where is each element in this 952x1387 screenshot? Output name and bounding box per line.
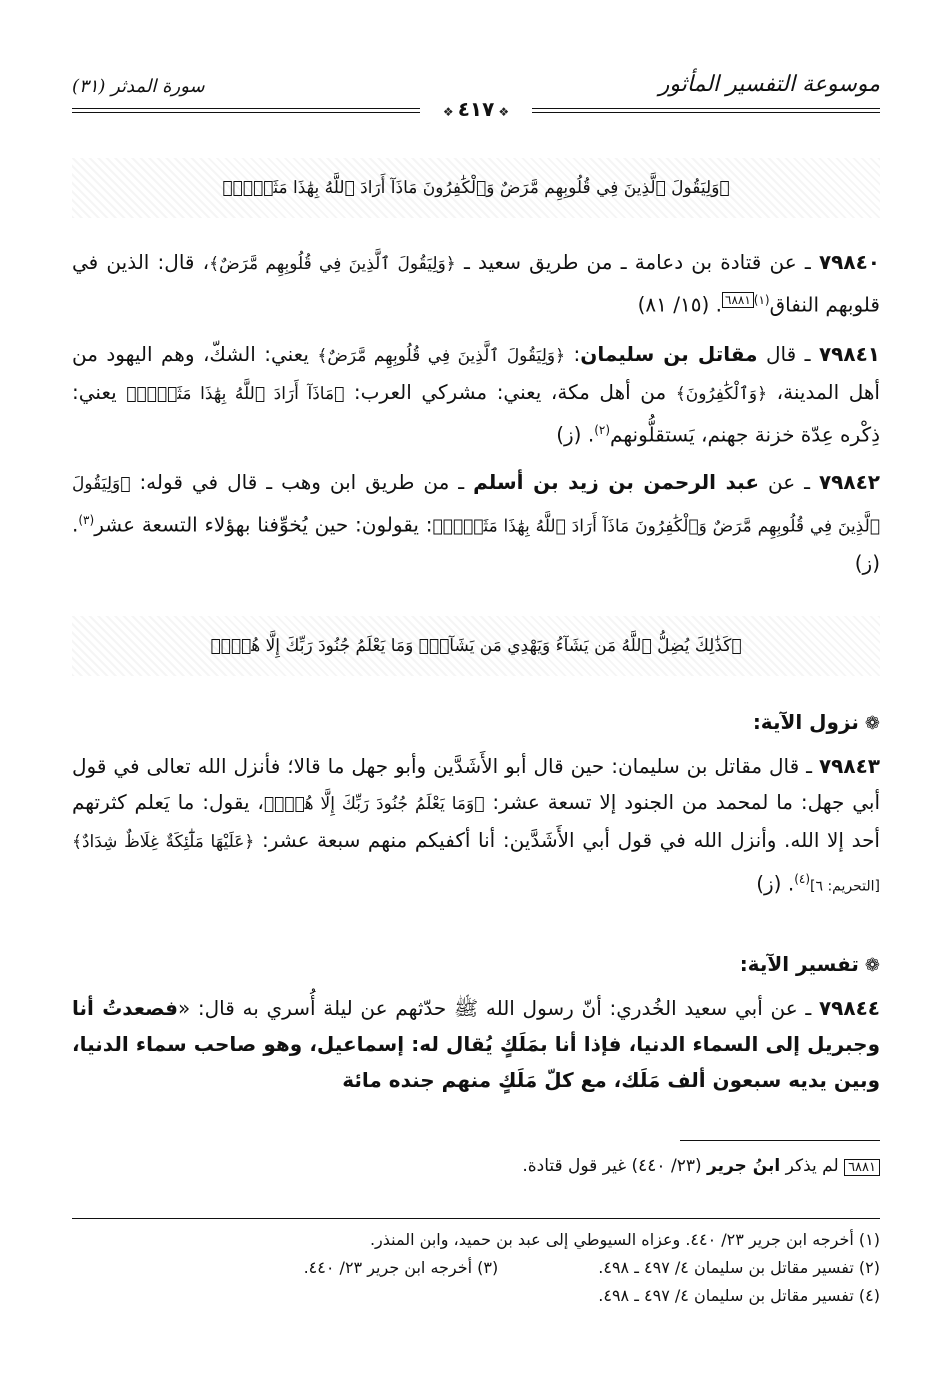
editor-note-separator bbox=[680, 1140, 880, 1141]
narration-79844 bbox=[72, 990, 880, 1098]
text: : يقولون: حين يُخوِّفنا بهؤلاء التسعة عشر bbox=[94, 512, 433, 537]
text: . (١٥/ ٨١) bbox=[637, 292, 722, 317]
surah-title: سورة المدثر (٣١) bbox=[72, 76, 205, 97]
text: يعني: الشكّ، وهم اليهود من أهل المدينة، bbox=[72, 342, 880, 404]
footnote-separator bbox=[72, 1218, 880, 1219]
text: (٢٣/ ٤٤٠) غير قول قتادة. bbox=[522, 1156, 707, 1176]
section-heading bbox=[72, 948, 880, 982]
footnote-2: (٢) تفسير مقاتل بن سليمان ٤/ ٤٩٧ ـ ٤٩٨. bbox=[598, 1258, 880, 1277]
editor-note-number: ٦٨٨١ bbox=[844, 1159, 880, 1176]
footnotes bbox=[72, 1226, 880, 1310]
heading-text: نزول الآية: bbox=[752, 710, 859, 734]
quran-verse-band bbox=[72, 616, 880, 676]
narration-79842 bbox=[72, 464, 880, 581]
narration-number: ٧٩٨٤٤ bbox=[818, 996, 880, 1020]
quran-quote: ﴿وَلِيَقُولَ ٱلَّذِينَ فِي قُلُوبِهِم مَّرَضٌ﴾ bbox=[317, 346, 566, 366]
text: . (ز) bbox=[72, 512, 880, 575]
quran-verse: ﴿كَذَٰلِكَ يُضِلُّ ٱللَّهُ مَن يَشَآءُ وَيَهْدِي مَن يَشَآءُۚ وَمَا يَعْلَمُ جُنُودَ رَبِّكَ إِلَّا هُوَۚ﴾ bbox=[210, 636, 742, 656]
quran-quote: ﴿وَمَا يَعْلَمُ جُنُودَ رَبِّكَ إِلَّا هُوَۚ﴾ bbox=[263, 794, 485, 814]
verse-reference: [التحريم: ٦] bbox=[810, 878, 880, 895]
book-title: موسوعة التفسير المأثور bbox=[658, 72, 880, 97]
quran-verse: ﴿وَلِيَقُولَ ٱلَّذِينَ فِي قُلُوبِهِم مَّرَضٌ وَٱلْكَٰفِرُونَ مَاذَآ أَرَادَ ٱللَّهُ بِهَٰذَا مَثَلًاۚ﴾ bbox=[222, 178, 730, 198]
text: ، قال: الذين في قلوبهم النفاق bbox=[72, 250, 880, 317]
text: . (ز) bbox=[756, 871, 795, 896]
narration-number: ٧٩٨٤٣ bbox=[818, 754, 880, 778]
footnote-ref: (٤) bbox=[794, 872, 811, 886]
page-number-box bbox=[420, 97, 532, 127]
quran-quote: ﴿مَاذَآ أَرَادَ ٱللَّهُ بِهَٰذَا مَثَلًاۚ﴾ bbox=[126, 384, 345, 404]
narration-number: ٧٩٨٤٠ bbox=[818, 250, 881, 274]
quran-quote: ﴿وَٱلْكَٰفِرُونَ﴾ bbox=[675, 384, 768, 404]
narration-79841 bbox=[72, 336, 880, 453]
text: . (ز) bbox=[556, 422, 595, 447]
narrator-name: عبد الرحمن بن زيد بن أسلم bbox=[473, 470, 759, 494]
author-name: ابنُ جرير bbox=[707, 1156, 781, 1176]
page-number: ٤١٧ bbox=[457, 97, 495, 121]
footnote-4: (٤) تفسير مقاتل بن سليمان ٤/ ٤٩٧ ـ ٤٩٨. bbox=[598, 1286, 880, 1305]
flower-ornament-icon: ❁ bbox=[864, 713, 880, 734]
narration-number: ٧٩٨٤١ bbox=[818, 342, 880, 366]
footnote-row bbox=[72, 1254, 880, 1282]
footnote-ref: (٢) bbox=[594, 423, 611, 437]
quran-quote: ﴿وَلِيَقُولَ ٱلَّذِينَ فِي قُلُوبِهِم مَّرَضٌ﴾ bbox=[209, 254, 456, 274]
text: ـ من طريق ابن وهب ـ قال في قوله: bbox=[130, 470, 474, 494]
footnote-ref: (١) bbox=[753, 293, 770, 307]
quran-quote: ﴿وَلِيَقُولَ ٱلَّذِينَ فِي قُلُوبِهِم مَّرَضٌ وَٱلْكَٰفِرُونَ مَاذَآ أَرَادَ ٱللَّهُ بِهَٰذَا مَثَلًاۚ﴾ bbox=[72, 474, 880, 537]
text: ـ عن قتادة بن دعامة ـ من طريق سعيد ـ bbox=[455, 250, 819, 274]
hadith-text: فصعدتُ أنا وجبريل إلى السماء الدنيا، فإذا أنا بمَلَكٍ يُقال له: إسماعيل، وهو صاحب سماء الدنيا، وبين يديه سبعون ألف مَلَك، مع كلّ مَلَكٍ منهم جنده مائة bbox=[72, 996, 880, 1092]
narration-79840 bbox=[72, 244, 880, 323]
narration-number: ٧٩٨٤٢ bbox=[818, 470, 880, 494]
footnote-ref: (٣) bbox=[78, 513, 95, 527]
text: من أهل مكة، يعني: مشركي العرب: bbox=[344, 380, 676, 404]
footnote-1: (١) أخرجه ابن جرير ٢٣/ ٤٤٠. وعزاه السيوطي إلى عبد بن حميد، وابن المنذر. bbox=[369, 1230, 880, 1249]
flower-ornament-icon: ❁ bbox=[864, 955, 880, 976]
footnote-3: (٣) أخرجه ابن جرير ٢٣/ ٤٤٠. bbox=[303, 1258, 499, 1277]
editor-note bbox=[72, 1152, 880, 1182]
text: يعني: ذِكْره عِدّة خزنة جهنم، يَستقلُّونهم bbox=[72, 380, 880, 447]
text: ـ عن bbox=[759, 470, 819, 494]
quran-verse-band bbox=[72, 158, 880, 218]
quran-quote: ﴿عَلَيْهَا مَلَٰٓئِكَةٌ غِلَاظٌ شِدَادٌ﴾ bbox=[72, 832, 255, 852]
text: لم يذكر bbox=[780, 1156, 845, 1176]
section-heading bbox=[72, 706, 880, 740]
text: ، يقول: ما يَعلم كثرتهم أحد إلا الله. وأنزل الله في قول أبي الأَشَدَّين: أنا أكفيكم منهم سبعة عشر: bbox=[72, 790, 880, 852]
text: ـ قال bbox=[757, 342, 819, 366]
narration-79843 bbox=[72, 748, 880, 905]
text: ـ عن أبي سعيد الخُدري: أنّ رسول الله ﷺ حدّثهم عن ليلة أُسري به قال: « bbox=[177, 996, 819, 1020]
text: ـ قال مقاتل بن سليمان: حين قال أبو الأَشَدَّين وأبو جهل ما قالا؛ فأنزل الله تعالى في قول أبي جهل: ما لمحمد من الجنود إلا تسعة عشر: bbox=[72, 754, 881, 814]
ornament-icon: ❖ bbox=[442, 105, 454, 119]
narrator-name: مقاتل بن سليمان bbox=[580, 342, 758, 366]
text: : bbox=[565, 342, 581, 366]
heading-text: تفسير الآية: bbox=[739, 952, 859, 976]
editor-note-ref: ٦٨٨١ bbox=[722, 292, 754, 308]
ornament-icon: ❖ bbox=[498, 105, 510, 119]
